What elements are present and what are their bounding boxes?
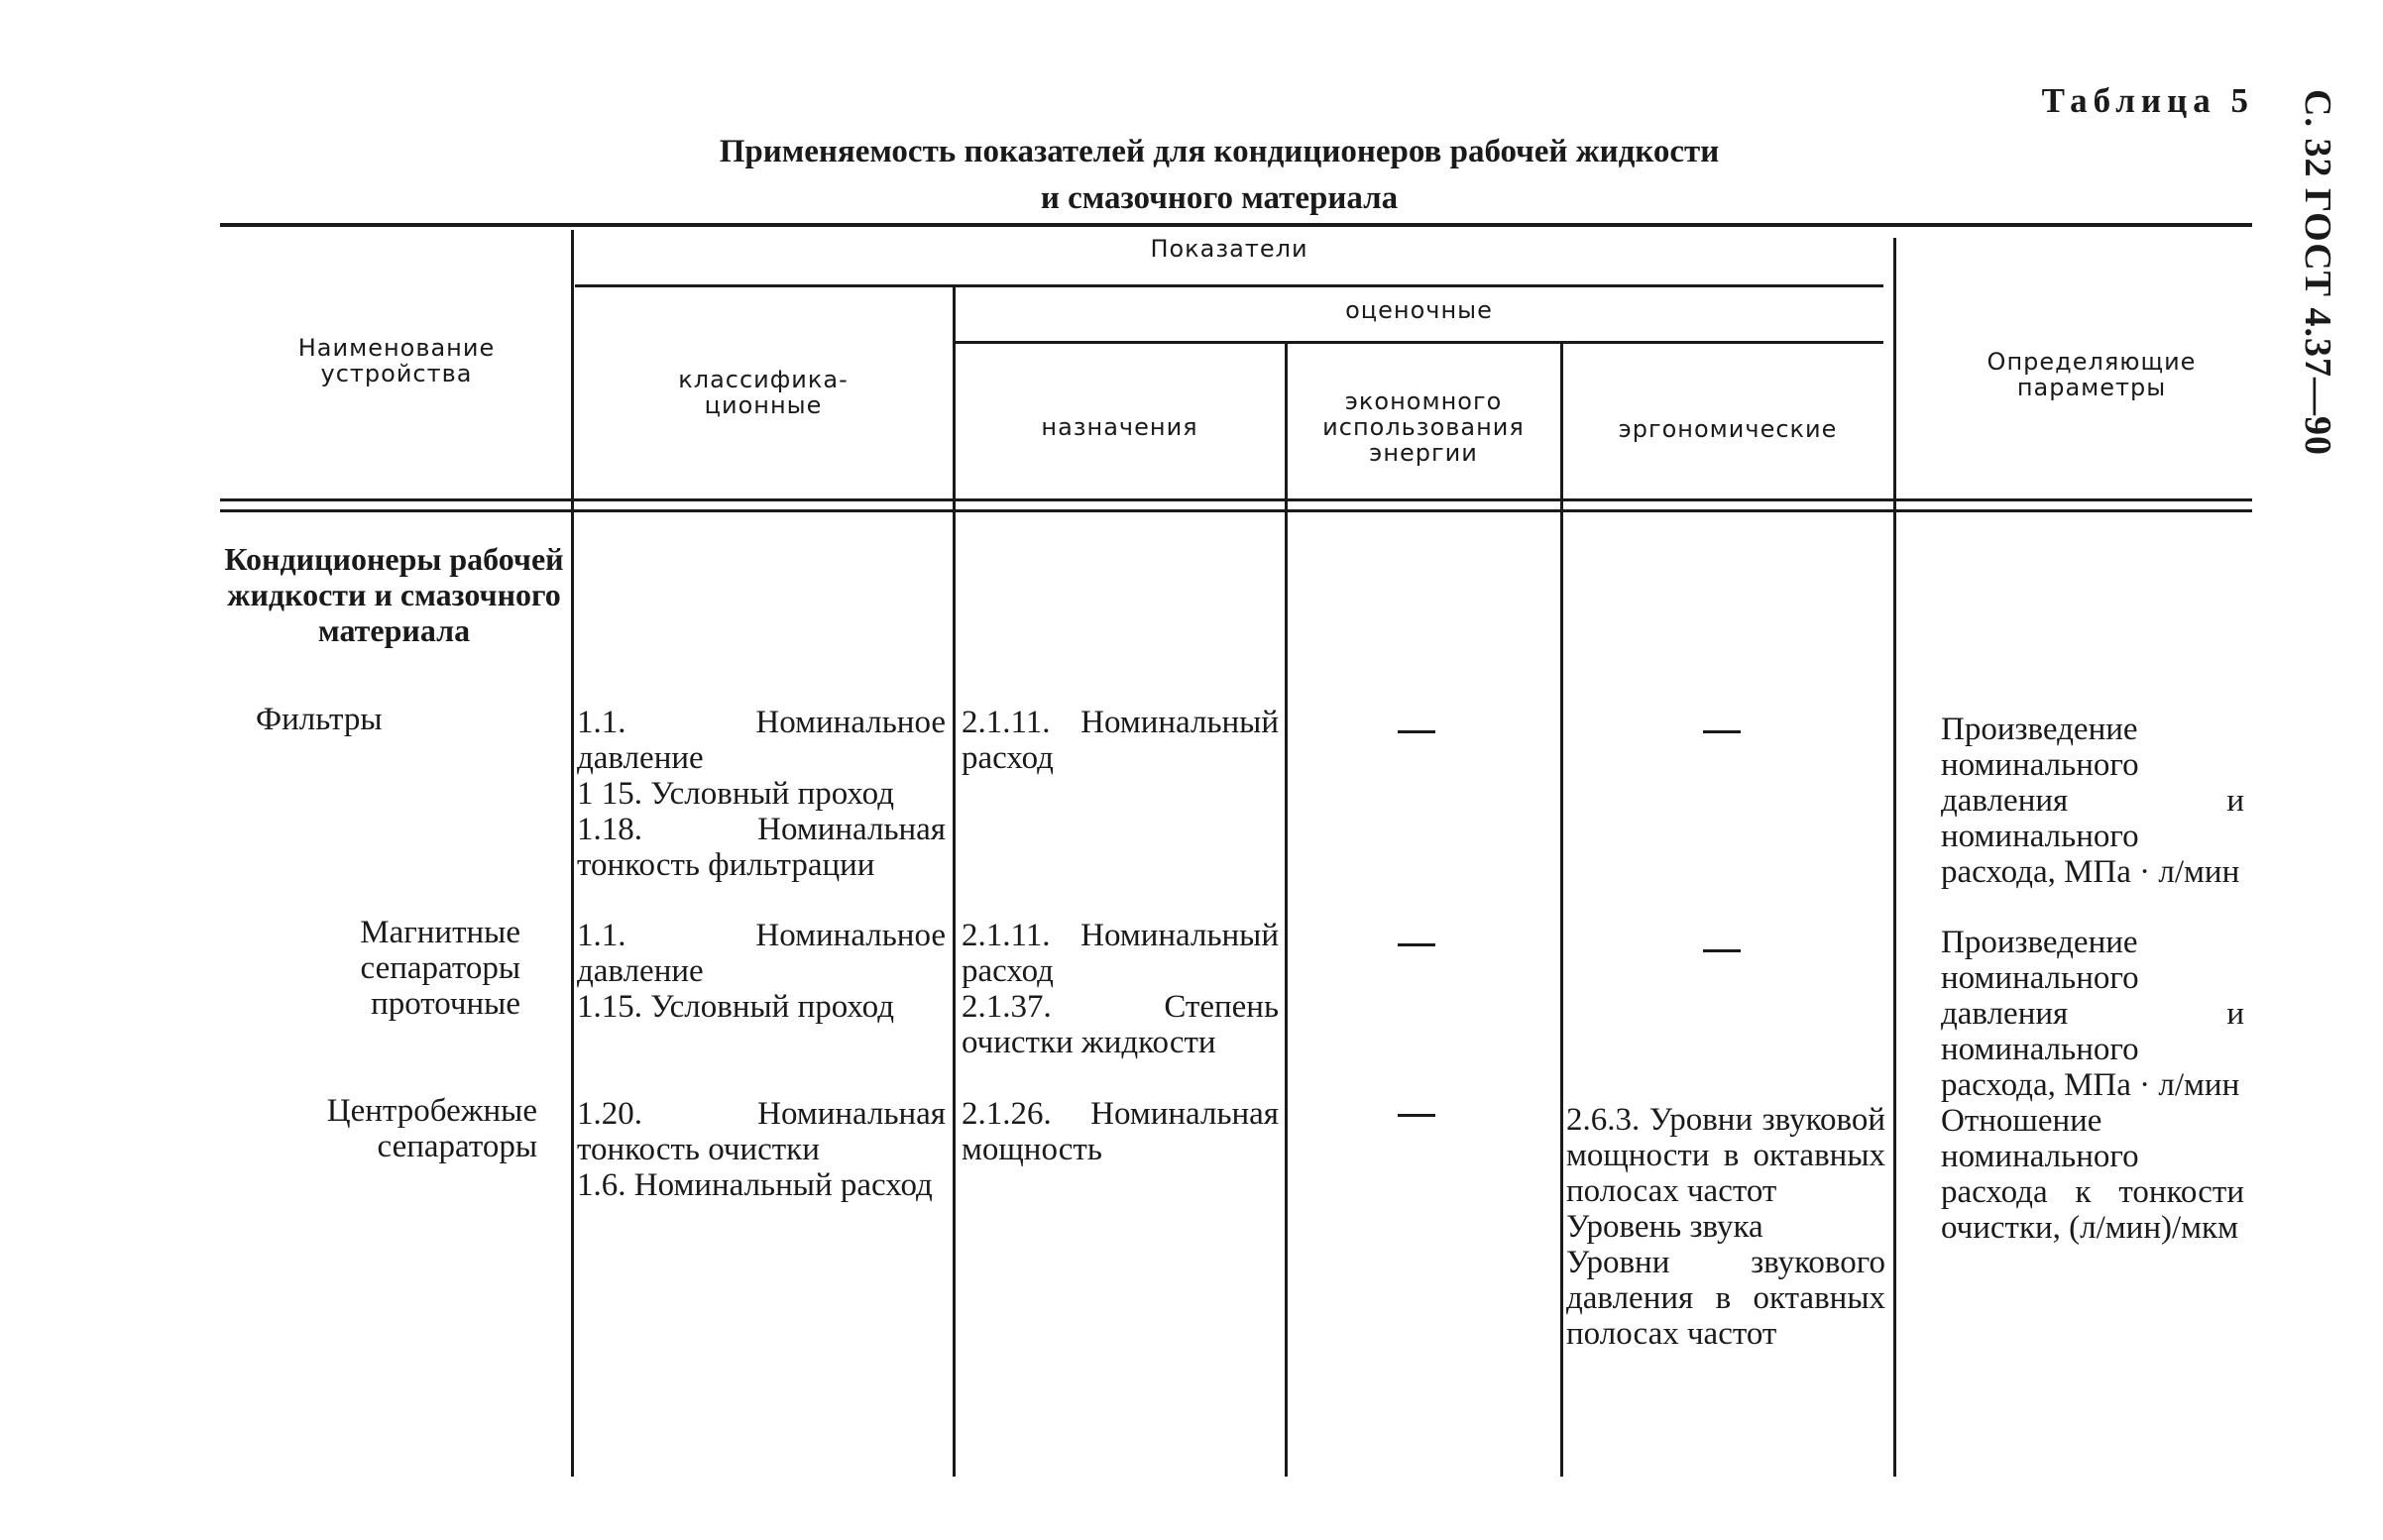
purpose-item: 2.1.11. Номинальный расход xyxy=(962,705,1279,776)
row-3-ergonomic xyxy=(1566,1102,1885,1352)
purpose-item: 2.1.37. Степень очистки жидкости xyxy=(962,989,1279,1060)
row-1-classification xyxy=(577,705,946,883)
row-2-purpose xyxy=(962,918,1279,1060)
evaluative-rule xyxy=(955,341,1883,344)
purpose-item: 2.1.11. Номинальный расход xyxy=(962,918,1279,989)
col-divider-2 xyxy=(953,287,956,1477)
col-divider-4 xyxy=(1560,344,1563,1477)
title-line-1: Применяемость показателей для кондиционеров рабочей жидкости xyxy=(719,134,1720,169)
classification-item: 1.18. Номинальная тонкость фильтрации xyxy=(577,812,946,883)
header-indicators: Показатели xyxy=(1150,235,1308,263)
row-1-device: Фильтры xyxy=(256,702,383,737)
classification-item: 1.1. Номинальное давление xyxy=(577,705,946,776)
table-top-rule xyxy=(220,223,2252,227)
group-title: Кондиционеры рабочей жидкости и смазочного материала xyxy=(224,541,564,648)
row-2-economy-dash xyxy=(1398,943,1435,946)
header-classification: классифика-ционные xyxy=(678,366,849,419)
ergonomic-item: Уровень звука xyxy=(1566,1209,1763,1245)
row-3-economy-dash xyxy=(1398,1114,1435,1117)
row-3-device: Центробежные сепараторы xyxy=(326,1093,537,1164)
classification-item: 1.1. Номинальное давление xyxy=(577,918,946,989)
table-title xyxy=(595,129,1844,222)
header-device: Наименование устройства xyxy=(297,334,496,387)
header-bottom-rule-1 xyxy=(220,498,2252,501)
header-purpose: назначения xyxy=(1041,413,1198,441)
row-1-defining: Произведение номинального давления и номинального расхода, МПа · л/мин xyxy=(1941,712,2244,890)
ergonomic-item: Уровни звукового давления в октавных полосах частот xyxy=(1566,1245,1885,1352)
classification-item: 1 15. Условный проход xyxy=(577,776,895,812)
row-3-purpose xyxy=(962,1096,1279,1167)
row-2-device: Магнитные сепараторы проточные xyxy=(360,915,520,1022)
header-defining: Определяющие параметры xyxy=(1986,348,2197,401)
table-number: Таблица 5 xyxy=(2041,81,2254,120)
header-ergonomic: эргономические xyxy=(1618,415,1838,443)
header-bottom-rule-2 xyxy=(220,509,2252,512)
row-1-economy-dash xyxy=(1398,730,1435,733)
row-3-classification xyxy=(577,1096,946,1203)
classification-item: 1.15. Условный проход xyxy=(577,989,895,1025)
row-2-ergonomic-dash xyxy=(1703,949,1741,952)
row-1-purpose xyxy=(962,705,1279,776)
side-header-text: С. 32 ГОСТ 4.37—90 xyxy=(2297,89,2338,456)
header-evaluative: оценочные xyxy=(1345,296,1493,324)
col-divider-5 xyxy=(1893,238,1896,1477)
purpose-item: 2.1.26. Номинальная мощность xyxy=(962,1096,1279,1167)
col-divider-1 xyxy=(571,230,574,1477)
row-2-defining: Произведение номинального давления и номинального расхода, МПа · л/мин xyxy=(1941,925,2244,1103)
row-3-defining: Отношение номинального расхода к тонкости очистки, (л/мин)/мкм xyxy=(1941,1103,2244,1246)
col-divider-3 xyxy=(1285,344,1288,1477)
header-economy: экономного использования энергии xyxy=(1322,387,1525,467)
row-1-ergonomic-dash xyxy=(1703,730,1741,733)
ergonomic-item: 2.6.3. Уровни звуковой мощности в октавных полосах частот xyxy=(1566,1102,1885,1209)
row-2-classification xyxy=(577,918,946,1025)
indicators-rule xyxy=(575,284,1883,287)
classification-item: 1.6. Номинальный расход xyxy=(577,1167,933,1203)
title-line-2: и смазочного материала xyxy=(1040,180,1399,216)
side-running-header xyxy=(2280,89,2383,486)
classification-item: 1.20. Номинальная тонкость очистки xyxy=(577,1096,946,1167)
